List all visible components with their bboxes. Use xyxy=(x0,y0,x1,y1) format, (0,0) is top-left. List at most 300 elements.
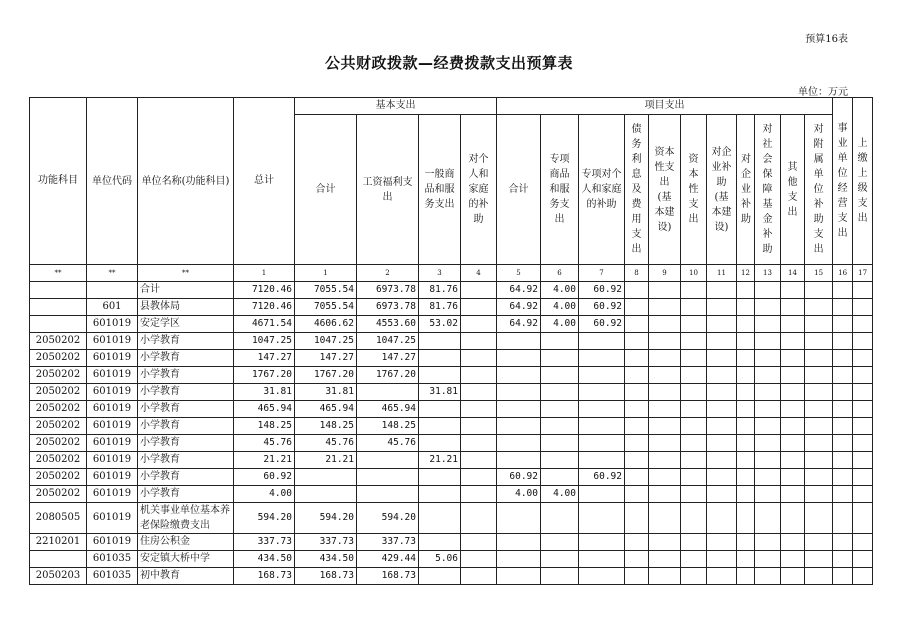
goods-cell xyxy=(419,435,461,452)
empty-cell xyxy=(625,384,649,401)
project-total-cell: 4.00 xyxy=(497,486,541,503)
special-personal-cell: 60.92 xyxy=(579,282,625,299)
empty-cell xyxy=(781,435,805,452)
unit-name-cell: 小学教育 xyxy=(138,350,234,367)
func-subject-cell xyxy=(30,299,87,316)
unit-name-cell: 安定镇大桥中学 xyxy=(138,551,234,568)
special-personal-cell xyxy=(579,452,625,469)
empty-cell xyxy=(755,503,781,534)
unit-name-cell: 合计 xyxy=(138,282,234,299)
empty-cell xyxy=(781,316,805,333)
project-total-cell: 64.92 xyxy=(497,316,541,333)
empty-cell xyxy=(853,534,873,551)
personal-cell xyxy=(461,452,497,469)
project-total-cell xyxy=(497,503,541,534)
goods-cell xyxy=(419,568,461,585)
header-special-personal: 专项对个人和家庭的补助 xyxy=(579,115,625,265)
empty-cell xyxy=(805,486,833,503)
func-subject-cell: 2050203 xyxy=(30,568,87,585)
special-goods-cell xyxy=(541,452,579,469)
empty-cell xyxy=(649,333,681,350)
header-project-total: 合计 xyxy=(497,115,541,265)
empty-cell xyxy=(833,350,853,367)
personal-cell xyxy=(461,316,497,333)
table-row xyxy=(30,367,873,384)
basic-total-cell: 1767.20 xyxy=(295,367,357,384)
project-total-cell xyxy=(497,418,541,435)
table-row xyxy=(30,469,873,486)
special-personal-cell xyxy=(579,486,625,503)
table-row xyxy=(30,401,873,418)
header-enterprise: 对企业补助 xyxy=(737,115,755,265)
salary-cell: 148.25 xyxy=(357,418,419,435)
project-total-cell: 64.92 xyxy=(497,299,541,316)
empty-cell xyxy=(781,350,805,367)
column-code-cell: 3 xyxy=(419,265,461,282)
basic-total-cell: 7055.54 xyxy=(295,282,357,299)
empty-cell xyxy=(737,486,755,503)
empty-cell xyxy=(853,452,873,469)
empty-cell xyxy=(737,299,755,316)
empty-cell xyxy=(707,316,737,333)
special-personal-cell xyxy=(579,384,625,401)
unit-code-cell: 601019 xyxy=(87,503,138,534)
empty-cell xyxy=(681,534,707,551)
special-personal-cell xyxy=(579,534,625,551)
personal-cell xyxy=(461,367,497,384)
goods-cell: 21.21 xyxy=(419,452,461,469)
goods-cell xyxy=(419,503,461,534)
project-total-cell xyxy=(497,435,541,452)
empty-cell xyxy=(649,350,681,367)
total-cell: 434.50 xyxy=(234,551,295,568)
empty-cell xyxy=(833,333,853,350)
empty-cell xyxy=(625,333,649,350)
empty-cell xyxy=(737,367,755,384)
special-personal-cell: 60.92 xyxy=(579,469,625,486)
unit-code-cell xyxy=(87,282,138,299)
empty-cell xyxy=(853,316,873,333)
func-subject-cell xyxy=(30,551,87,568)
empty-cell xyxy=(681,435,707,452)
func-subject-cell: 2210201 xyxy=(30,534,87,551)
empty-cell xyxy=(707,534,737,551)
empty-cell xyxy=(755,469,781,486)
special-goods-cell xyxy=(541,367,579,384)
goods-cell xyxy=(419,350,461,367)
header-project-expense: 项目支出 xyxy=(497,98,833,115)
empty-cell xyxy=(805,435,833,452)
salary-cell xyxy=(357,486,419,503)
salary-cell: 147.27 xyxy=(357,350,419,367)
empty-cell xyxy=(707,469,737,486)
column-code-cell: 1 xyxy=(234,265,295,282)
empty-cell xyxy=(805,568,833,585)
func-subject-cell: 2050202 xyxy=(30,367,87,384)
empty-cell xyxy=(649,367,681,384)
empty-cell xyxy=(707,333,737,350)
special-goods-cell xyxy=(541,503,579,534)
empty-cell xyxy=(737,418,755,435)
empty-cell xyxy=(833,435,853,452)
column-code-row xyxy=(30,265,873,282)
goods-cell xyxy=(419,534,461,551)
salary-cell: 45.76 xyxy=(357,435,419,452)
func-subject-cell: 2050202 xyxy=(30,435,87,452)
empty-cell xyxy=(853,551,873,568)
empty-cell xyxy=(625,435,649,452)
empty-cell xyxy=(781,568,805,585)
special-personal-cell xyxy=(579,350,625,367)
func-subject-cell: 2050202 xyxy=(30,418,87,435)
special-personal-cell xyxy=(579,333,625,350)
empty-cell xyxy=(805,367,833,384)
goods-cell xyxy=(419,333,461,350)
empty-cell xyxy=(833,551,853,568)
header-business: 事业单位经营支出 xyxy=(833,98,853,265)
personal-cell xyxy=(461,469,497,486)
basic-total-cell: 594.20 xyxy=(295,503,357,534)
goods-cell xyxy=(419,418,461,435)
column-code-cell: 1 xyxy=(295,265,357,282)
column-code-cell: ** xyxy=(87,265,138,282)
project-total-cell xyxy=(497,568,541,585)
func-subject-cell: 2050202 xyxy=(30,350,87,367)
column-code-cell: 15 xyxy=(805,265,833,282)
unit-code-cell: 601019 xyxy=(87,367,138,384)
special-personal-cell xyxy=(579,551,625,568)
empty-cell xyxy=(649,469,681,486)
empty-cell xyxy=(805,316,833,333)
empty-cell xyxy=(625,282,649,299)
goods-cell xyxy=(419,367,461,384)
special-goods-cell: 4.00 xyxy=(541,316,579,333)
header-unit-name: 单位名称(功能科目) xyxy=(138,98,234,265)
column-code-cell: 5 xyxy=(497,265,541,282)
salary-cell: 337.73 xyxy=(357,534,419,551)
empty-cell xyxy=(853,486,873,503)
empty-cell xyxy=(755,299,781,316)
table-row xyxy=(30,418,873,435)
header-personal: 对个人和家庭的补助 xyxy=(461,115,497,265)
project-total-cell xyxy=(497,384,541,401)
header-basic-total: 合计 xyxy=(295,115,357,265)
special-personal-cell: 60.92 xyxy=(579,316,625,333)
basic-total-cell: 147.27 xyxy=(295,350,357,367)
unit-name-cell: 小学教育 xyxy=(138,401,234,418)
column-code-cell: 8 xyxy=(625,265,649,282)
empty-cell xyxy=(853,435,873,452)
empty-cell xyxy=(805,503,833,534)
empty-cell xyxy=(805,469,833,486)
basic-total-cell: 45.76 xyxy=(295,435,357,452)
personal-cell xyxy=(461,333,497,350)
empty-cell xyxy=(707,568,737,585)
empty-cell xyxy=(707,384,737,401)
unit-name-cell: 小学教育 xyxy=(138,333,234,350)
total-cell: 148.25 xyxy=(234,418,295,435)
personal-cell xyxy=(461,534,497,551)
unit-name-cell: 住房公积金 xyxy=(138,534,234,551)
empty-cell xyxy=(681,469,707,486)
empty-cell xyxy=(649,435,681,452)
empty-cell xyxy=(681,551,707,568)
basic-total-cell: 168.73 xyxy=(295,568,357,585)
unit-code-cell: 601019 xyxy=(87,486,138,503)
empty-cell xyxy=(833,282,853,299)
project-total-cell xyxy=(497,452,541,469)
header-unit-code: 单位代码 xyxy=(87,98,138,265)
special-goods-cell xyxy=(541,401,579,418)
unit-name-cell: 小学教育 xyxy=(138,452,234,469)
total-cell: 1047.25 xyxy=(234,333,295,350)
func-subject-cell: 2050202 xyxy=(30,384,87,401)
empty-cell xyxy=(625,418,649,435)
func-subject-cell xyxy=(30,282,87,299)
special-goods-cell xyxy=(541,469,579,486)
unit-code-cell: 601019 xyxy=(87,534,138,551)
empty-cell xyxy=(737,384,755,401)
empty-cell xyxy=(681,452,707,469)
goods-cell xyxy=(419,401,461,418)
header-enterprise-basic: 对企业补助(基本建设) xyxy=(707,115,737,265)
salary-cell: 1767.20 xyxy=(357,367,419,384)
header-upper: 上缴上级支出 xyxy=(853,98,873,265)
table-row xyxy=(30,534,873,551)
goods-cell: 31.81 xyxy=(419,384,461,401)
empty-cell xyxy=(681,350,707,367)
unit-label: 单位：万元 xyxy=(798,87,848,98)
unit-code-cell: 601019 xyxy=(87,401,138,418)
empty-cell xyxy=(737,350,755,367)
salary-cell: 465.94 xyxy=(357,401,419,418)
empty-cell xyxy=(649,534,681,551)
project-total-cell xyxy=(497,534,541,551)
unit-name-cell: 小学教育 xyxy=(138,384,234,401)
empty-cell xyxy=(681,282,707,299)
unit-name-cell: 机关事业单位基本养老保险缴费支出 xyxy=(138,503,234,534)
empty-cell xyxy=(649,486,681,503)
unit-code-cell: 601035 xyxy=(87,551,138,568)
func-subject-cell: 2050202 xyxy=(30,486,87,503)
empty-cell xyxy=(625,534,649,551)
column-code-cell: 4 xyxy=(461,265,497,282)
special-goods-cell: 4.00 xyxy=(541,486,579,503)
unit-name-cell: 初中教育 xyxy=(138,568,234,585)
header-capital: 资本性支出 xyxy=(681,115,707,265)
empty-cell xyxy=(853,367,873,384)
salary-cell: 1047.25 xyxy=(357,333,419,350)
goods-cell: 81.76 xyxy=(419,282,461,299)
unit-code-cell: 601019 xyxy=(87,384,138,401)
special-goods-cell: 4.00 xyxy=(541,299,579,316)
header-func-subject: 功能科目 xyxy=(30,98,87,265)
total-cell: 45.76 xyxy=(234,435,295,452)
empty-cell xyxy=(625,350,649,367)
project-total-cell xyxy=(497,367,541,384)
salary-cell: 4553.60 xyxy=(357,316,419,333)
empty-cell xyxy=(755,534,781,551)
empty-cell xyxy=(781,367,805,384)
empty-cell xyxy=(833,384,853,401)
empty-cell xyxy=(853,384,873,401)
empty-cell xyxy=(755,282,781,299)
empty-cell xyxy=(707,401,737,418)
empty-cell xyxy=(707,551,737,568)
empty-cell xyxy=(755,435,781,452)
special-personal-cell xyxy=(579,435,625,452)
empty-cell xyxy=(737,401,755,418)
page-title: 公共财政拨款—经费拨款支出预算表 xyxy=(324,54,573,72)
empty-cell xyxy=(681,401,707,418)
table-row xyxy=(30,503,873,534)
table-row xyxy=(30,486,873,503)
empty-cell xyxy=(833,367,853,384)
empty-cell xyxy=(853,350,873,367)
empty-cell xyxy=(737,316,755,333)
empty-cell xyxy=(833,469,853,486)
special-goods-cell xyxy=(541,534,579,551)
special-goods-cell xyxy=(541,568,579,585)
column-code-cell: 12 xyxy=(737,265,755,282)
empty-cell xyxy=(755,568,781,585)
basic-total-cell: 31.81 xyxy=(295,384,357,401)
total-cell: 4.00 xyxy=(234,486,295,503)
empty-cell xyxy=(781,551,805,568)
special-goods-cell xyxy=(541,418,579,435)
empty-cell xyxy=(853,568,873,585)
empty-cell xyxy=(707,503,737,534)
column-code-cell: 10 xyxy=(681,265,707,282)
special-personal-cell xyxy=(579,418,625,435)
empty-cell xyxy=(853,282,873,299)
empty-cell xyxy=(781,282,805,299)
empty-cell xyxy=(707,452,737,469)
func-subject-cell: 2080505 xyxy=(30,503,87,534)
empty-cell xyxy=(781,418,805,435)
empty-cell xyxy=(755,418,781,435)
unit-code-cell: 601019 xyxy=(87,333,138,350)
empty-cell xyxy=(833,568,853,585)
empty-cell xyxy=(755,350,781,367)
empty-cell xyxy=(833,534,853,551)
column-code-cell: 13 xyxy=(755,265,781,282)
empty-cell xyxy=(649,401,681,418)
empty-cell xyxy=(707,486,737,503)
project-total-cell xyxy=(497,350,541,367)
unit-name-cell: 安定学区 xyxy=(138,316,234,333)
basic-total-cell: 337.73 xyxy=(295,534,357,551)
empty-cell xyxy=(755,333,781,350)
empty-cell xyxy=(681,299,707,316)
basic-total-cell: 465.94 xyxy=(295,401,357,418)
personal-cell xyxy=(461,384,497,401)
empty-cell xyxy=(681,418,707,435)
table-row xyxy=(30,568,873,585)
personal-cell xyxy=(461,503,497,534)
unit-name-cell: 小学教育 xyxy=(138,435,234,452)
column-code-cell: 14 xyxy=(781,265,805,282)
empty-cell xyxy=(625,299,649,316)
empty-cell xyxy=(755,551,781,568)
empty-cell xyxy=(737,534,755,551)
salary-cell: 594.20 xyxy=(357,503,419,534)
empty-cell xyxy=(833,401,853,418)
func-subject-cell: 2050202 xyxy=(30,401,87,418)
table-row xyxy=(30,333,873,350)
empty-cell xyxy=(781,469,805,486)
total-cell: 594.20 xyxy=(234,503,295,534)
table-row xyxy=(30,452,873,469)
empty-cell xyxy=(625,503,649,534)
personal-cell xyxy=(461,401,497,418)
project-total-cell xyxy=(497,551,541,568)
empty-cell xyxy=(707,282,737,299)
unit-name-cell: 县教体局 xyxy=(138,299,234,316)
empty-cell xyxy=(833,452,853,469)
empty-cell xyxy=(707,435,737,452)
salary-cell xyxy=(357,384,419,401)
empty-cell xyxy=(755,384,781,401)
empty-cell xyxy=(681,503,707,534)
empty-cell xyxy=(737,435,755,452)
empty-cell xyxy=(781,486,805,503)
empty-cell xyxy=(649,282,681,299)
basic-total-cell: 434.50 xyxy=(295,551,357,568)
empty-cell xyxy=(781,452,805,469)
empty-cell xyxy=(755,367,781,384)
empty-cell xyxy=(649,418,681,435)
column-code-cell: 2 xyxy=(357,265,419,282)
special-goods-cell xyxy=(541,350,579,367)
salary-cell xyxy=(357,452,419,469)
empty-cell xyxy=(737,452,755,469)
personal-cell xyxy=(461,568,497,585)
goods-cell: 81.76 xyxy=(419,299,461,316)
table-body xyxy=(30,282,873,585)
empty-cell xyxy=(853,503,873,534)
empty-cell xyxy=(649,568,681,585)
special-goods-cell xyxy=(541,384,579,401)
basic-total-cell: 1047.25 xyxy=(295,333,357,350)
empty-cell xyxy=(625,316,649,333)
unit-code-cell: 601019 xyxy=(87,469,138,486)
empty-cell xyxy=(805,401,833,418)
column-code-cell: ** xyxy=(30,265,87,282)
empty-cell xyxy=(781,299,805,316)
empty-cell xyxy=(853,401,873,418)
personal-cell xyxy=(461,551,497,568)
personal-cell xyxy=(461,486,497,503)
empty-cell xyxy=(737,551,755,568)
empty-cell xyxy=(755,401,781,418)
header-social: 对社会保障基金补助 xyxy=(755,115,781,265)
empty-cell xyxy=(737,469,755,486)
empty-cell xyxy=(681,486,707,503)
empty-cell xyxy=(755,486,781,503)
empty-cell xyxy=(833,418,853,435)
empty-cell xyxy=(681,367,707,384)
total-cell: 1767.20 xyxy=(234,367,295,384)
func-subject-cell xyxy=(30,316,87,333)
empty-cell xyxy=(649,384,681,401)
empty-cell xyxy=(625,401,649,418)
empty-cell xyxy=(625,367,649,384)
project-total-cell xyxy=(497,333,541,350)
special-goods-cell xyxy=(541,435,579,452)
empty-cell xyxy=(681,333,707,350)
func-subject-cell: 2050202 xyxy=(30,452,87,469)
